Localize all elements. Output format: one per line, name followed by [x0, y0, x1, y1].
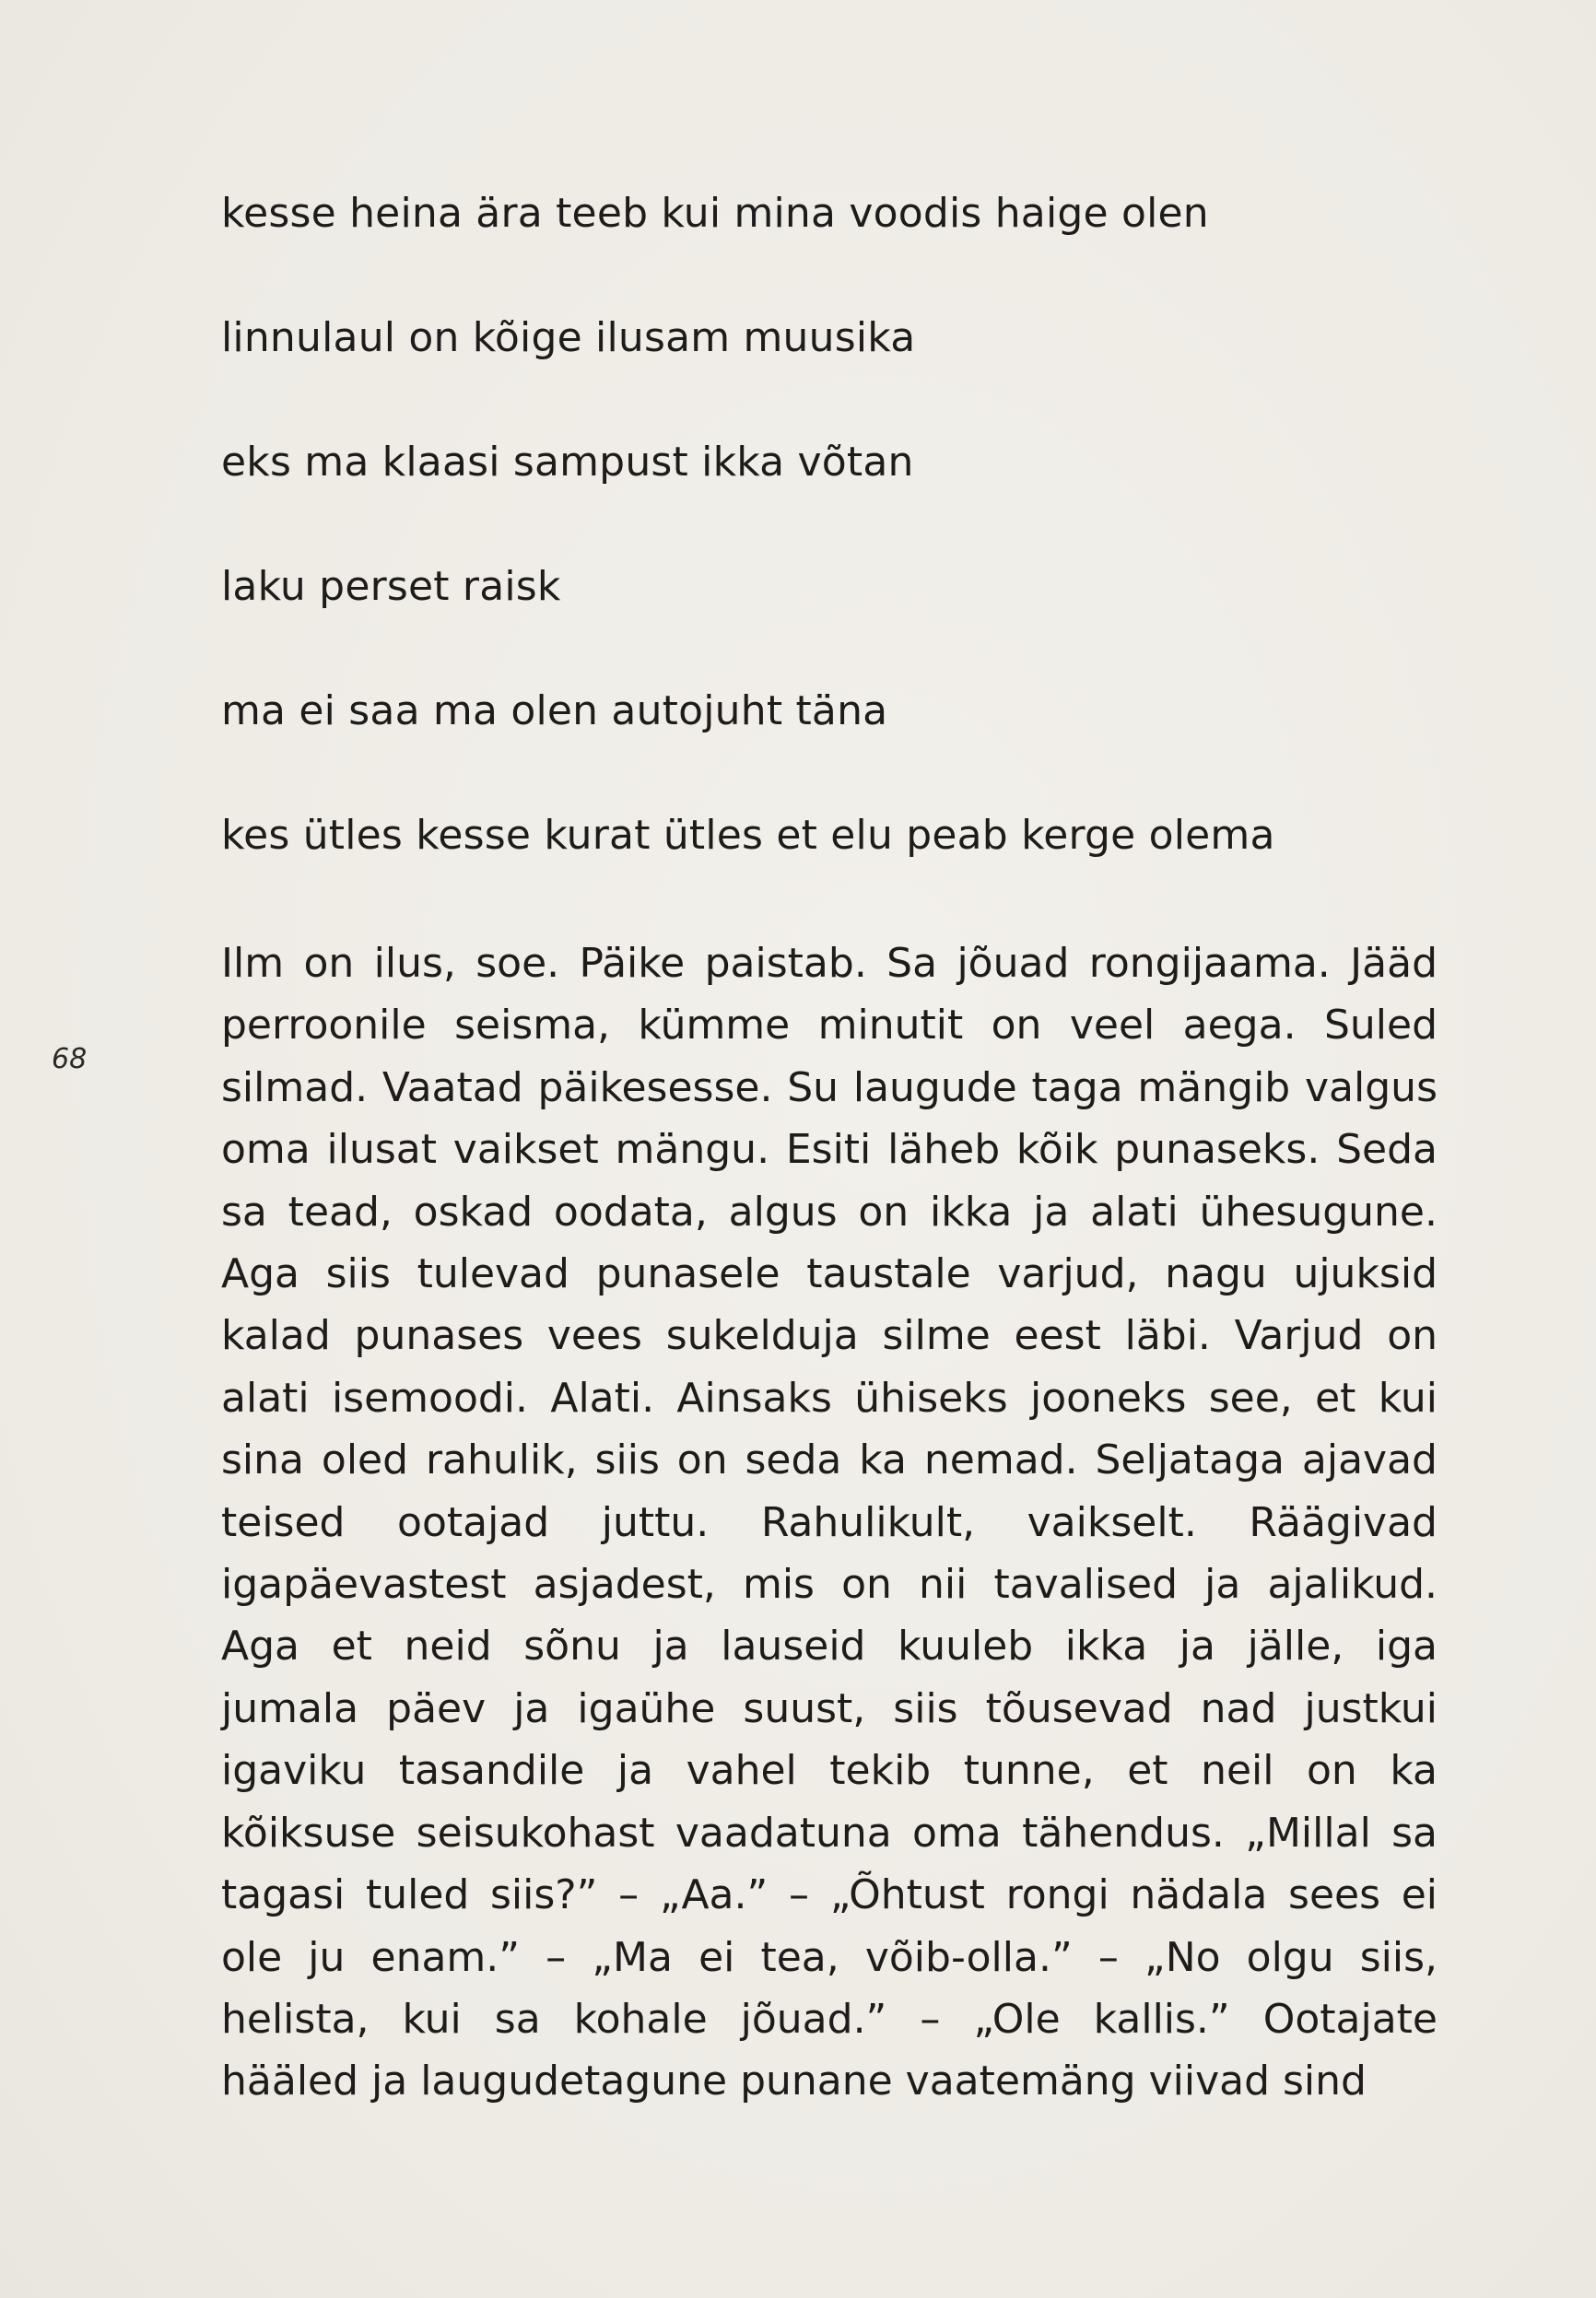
verse-line: eks ma klaasi sampust ikka võtan	[221, 439, 914, 486]
verse-line: kes ütles kesse kurat ütles et elu peab kerge olema	[221, 812, 1275, 859]
prose-line: Ilm on ilus, soe. Päike paistab. Sa jõuad rongijaama. Jääd	[221, 940, 1438, 987]
page-number: 68	[52, 1043, 88, 1075]
prose-line: hääled ja laugudetagune punane vaatemäng viivad sind	[221, 2058, 1367, 2105]
prose-line: Aga et neid sõnu ja lauseid kuuleb ikka ja jälle, iga	[221, 1623, 1438, 1671]
verse-line: laku perset raisk	[221, 563, 561, 610]
prose-line: alati isemoodi. Alati. Ainsaks ühiseks jooneks see, et kui	[221, 1374, 1438, 1422]
verse-line: kesse heina ära teeb kui mina voodis haige olen	[221, 190, 1209, 237]
prose-line: teised ootajad juttu. Rahulikult, vaikselt. Räägivad	[221, 1498, 1438, 1546]
prose-line: oma ilusat vaikset mängu. Esiti läheb kõik punaseks. Seda	[221, 1126, 1438, 1174]
prose-line: sa tead, oskad oodata, algus on ikka ja alati ühesugune.	[221, 1188, 1438, 1236]
prose-line: kalad punases vees sukelduja silme eest läbi. Varjud on	[221, 1312, 1438, 1360]
prose-line: tagasi tuled siis?” – „Aa.” – „Õhtust rongi nädala sees ei	[221, 1871, 1438, 1919]
verse-line: linnulaul on kõige ilusam muusika	[221, 314, 916, 361]
prose-line: kõiksuse seisukohast vaadatuna oma tähendus. „Millal sa	[221, 1809, 1438, 1857]
prose-line: igapäevastest asjadest, mis on nii tavalised ja ajalikud.	[221, 1561, 1438, 1609]
prose-line: sina oled rahulik, siis on seda ka nemad. Seljataga ajavad	[221, 1436, 1438, 1484]
prose-line: helista, kui sa kohale jõuad.” – „Ole kallis.” Ootajate	[221, 1995, 1438, 2043]
prose-line: Aga siis tulevad punasele taustale varjud, nagu ujuksid	[221, 1250, 1438, 1298]
prose-line: igaviku tasandile ja vahel tekib tunne, et neil on ka	[221, 1747, 1438, 1795]
prose-line: ole ju enam.” – „Ma ei tea, võib-olla.” – „No olgu siis,	[221, 1933, 1438, 1981]
verse-line: ma ei saa ma olen autojuht täna	[221, 687, 888, 734]
prose-line: silmad. Vaatad päikesesse. Su laugude taga mängib valgus	[221, 1063, 1438, 1111]
prose-line: jumala päev ja igaühe suust, siis tõusevad nad justkui	[221, 1684, 1438, 1732]
prose-line: perroonile seisma, kümme minutit on veel aega. Suled	[221, 1002, 1438, 1049]
prose-paragraph	[221, 932, 1438, 2113]
